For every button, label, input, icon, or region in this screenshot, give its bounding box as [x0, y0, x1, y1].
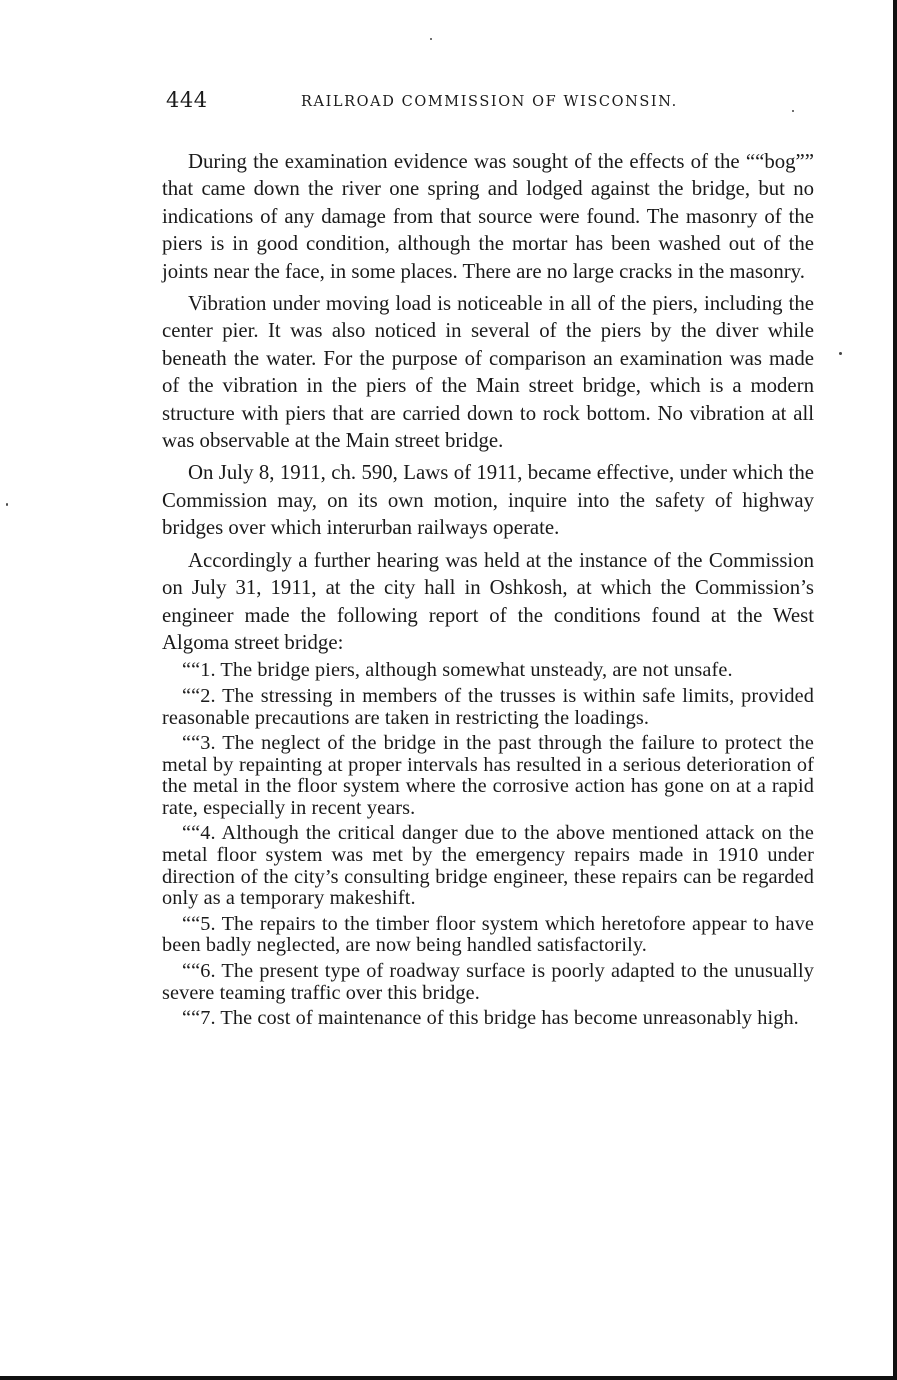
paragraph-vibration: Vibration under moving load is noticeable in all of the piers, including the center pier. It was also noticed in several of the piers by the diver while beneath the water. For the purpose of comparison an examination was made of the vibration in the piers of the Main street bridge, which is a modern structure with piers that are carried down to rock bottom. No vibration at all was observable at the Main street bridge. [162, 292, 814, 453]
scan-speck [430, 38, 432, 40]
body-text [162, 148, 814, 1030]
page-number: 444 [166, 88, 208, 112]
page-header [166, 88, 806, 118]
paragraph-further-hearing: Accordingly a further hearing was held at the instance of the Commission on July 31, 1911, at the city hall in Oshkosh, at which the Commission’s engineer made the following report of the conditions found at the West Algoma street bridge: [162, 548, 814, 654]
engineer-report-list [162, 660, 814, 1030]
scan-speck [6, 503, 8, 506]
report-item: ““5. The repairs to the timber floor system which heretofore appear to have been badly neglected, are now being handled satisfactorily. [162, 912, 814, 957]
report-item: ““2. The stressing in members of the trusses is within safe limits, provided reasonable precautions are taken in restricting the loadings. [162, 684, 814, 729]
scan-border-bottom [0, 1376, 897, 1380]
scan-speck [839, 352, 842, 355]
running-head: RAILROAD COMMISSION OF WISCONSIN. [301, 94, 678, 110]
report-item: ““7. The cost of maintenance of this bridge has become unreasonably high. [182, 1007, 799, 1030]
scan-border-right [893, 0, 897, 1380]
paragraph-law-1911: On July 8, 1911, ch. 590, Laws of 1911, became effective, under which the Commission may, on its own motion, inquire into the safety of highway bridges over which interurban railways operate. [162, 461, 814, 540]
report-item: ““3. The neglect of the bridge in the past through the failure to protect the metal by repainting at proper intervals has resulted in a serious deterioration of the metal in the floor system where the corrosive action has gone on at a rapid rate, especially in recent years. [162, 732, 814, 819]
report-item: ““6. The present type of roadway surface is poorly adapted to the unusually severe teaming traffic over this bridge. [162, 960, 814, 1004]
report-item: ““1. The bridge piers, although somewhat unsteady, are not unsafe. [182, 659, 733, 682]
paragraph-bog-examination: During the examination evidence was sought of the effects of the ““bog”” that came down the river one spring and lodged against the bridge, but no indications of any damage from that source were found. The masonry of the piers is in good condition, although the mortar has been washed out of the joints near the face, in some places. There are no large cracks in the masonry. [162, 150, 814, 283]
report-item: ““4. Although the critical danger due to the above mentioned attack on the metal floor system was met by the emergency repairs made in 1910 under direction of the city’s consulting bridge engineer, these repairs can be regarded only as a temporary makeshift. [162, 822, 814, 910]
